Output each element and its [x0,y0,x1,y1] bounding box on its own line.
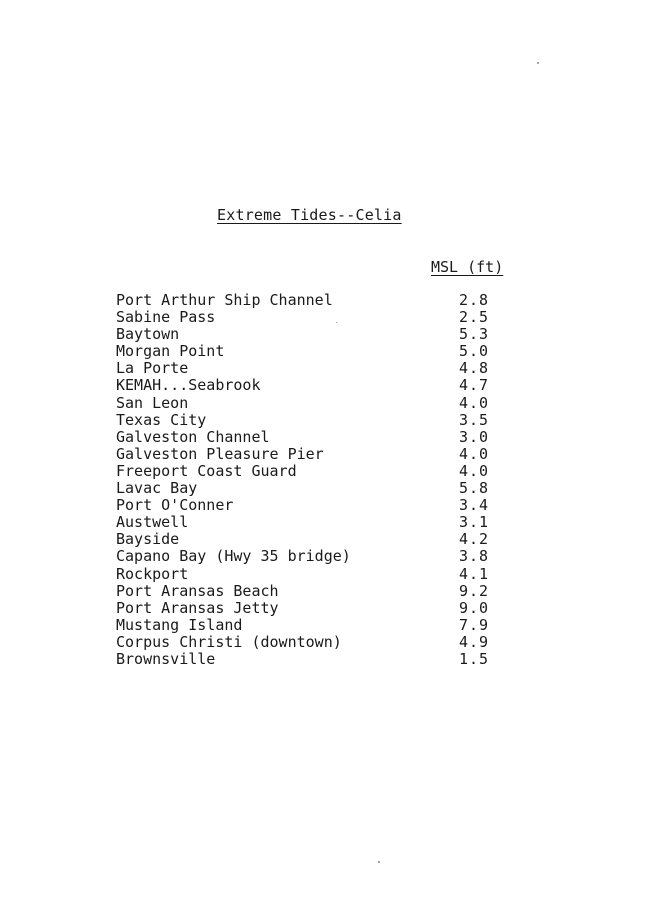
table-row [116,617,536,634]
table-row [116,343,536,360]
msl-value: 4.0 [459,393,490,412]
table-row [116,463,536,480]
table-row [116,548,536,565]
location-name: Port Aransas Jetty [116,598,279,617]
msl-value: 4.1 [459,564,490,583]
location-name: Morgan Point [116,342,225,361]
location-name: La Porte [116,359,189,378]
msl-value: 4.8 [459,359,490,378]
msl-value: 7.9 [459,615,490,634]
msl-column-header: MSL (ft) [431,258,504,276]
table-row [116,429,536,446]
location-name: Baytown [116,325,180,344]
location-name: Texas City [116,410,207,429]
location-name: Austwell [116,513,189,532]
location-name: Corpus Christi (downtown) [116,632,342,651]
scan-speck [336,322,337,323]
location-name: Rockport [116,564,189,583]
table-row [116,360,536,377]
location-name: Port Aransas Beach [116,581,279,600]
msl-value: 5.0 [459,342,490,361]
msl-value: 9.2 [459,581,490,600]
location-name: Galveston Channel [116,427,270,446]
location-name: Freeport Coast Guard [116,461,297,480]
location-name: San Leon [116,393,189,412]
table-row [116,634,536,651]
scan-speck [378,861,380,863]
msl-value: 5.3 [459,325,490,344]
msl-value: 9.0 [459,598,490,617]
msl-value: 2.8 [459,291,490,309]
location-name: Mustang Island [116,615,243,634]
location-name: Lavac Bay [116,479,198,498]
msl-value: 3.5 [459,410,490,429]
scan-speck [537,62,539,64]
table-row [116,412,536,429]
table-row [116,531,536,548]
msl-value: 4.0 [459,444,490,463]
msl-value: 1.5 [459,649,490,668]
table-row [116,395,536,412]
location-name: KEMAH...Seabrook [116,376,261,395]
table-row [116,583,536,600]
location-name: Port Arthur Ship Channel [116,291,333,309]
table-row [116,326,536,343]
msl-value: 3.4 [459,496,490,515]
msl-value: 2.5 [459,308,490,327]
location-name: Capano Bay (Hwy 35 bridge) [116,547,351,566]
msl-value: 4.0 [459,461,490,480]
table-row [116,446,536,463]
table-row [116,309,536,326]
table-row [116,480,536,497]
msl-value: 3.8 [459,547,490,566]
location-name: Sabine Pass [116,308,216,327]
table-row [116,377,536,394]
document-title: Extreme Tides--Celia [217,206,402,224]
tide-table [116,292,536,668]
location-name: Port O'Conner [116,496,234,515]
msl-value: 5.8 [459,479,490,498]
table-row [116,651,536,668]
table-row [116,566,536,583]
location-name: Brownsville [116,649,216,668]
location-name: Bayside [116,530,180,549]
table-row [116,292,536,309]
msl-value: 3.0 [459,427,490,446]
table-row [116,514,536,531]
msl-value: 3.1 [459,513,490,532]
table-row [116,497,536,514]
table-row [116,600,536,617]
msl-value: 4.2 [459,530,490,549]
msl-value: 4.9 [459,632,490,651]
msl-value: 4.7 [459,376,490,395]
location-name: Galveston Pleasure Pier [116,444,324,463]
